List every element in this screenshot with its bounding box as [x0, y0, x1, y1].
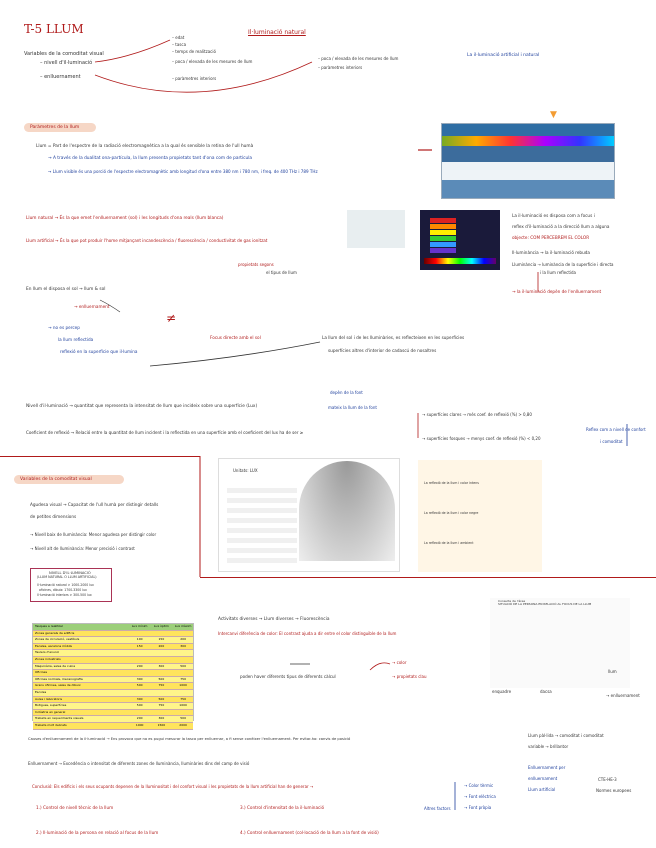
right-text: La llum del sol i de les lluminàries, es reflecteixen en les superfícies: [322, 335, 465, 340]
room-title: Consulta de l'àrea SITUACIÓ DE LA PERSONA EN RELACIÓ AL FOCUS DE LA LLUM: [498, 599, 592, 607]
table-cell: 300: [136, 696, 143, 701]
variables-label: Variables de la comoditat visual: [24, 51, 104, 57]
right-text: superfícies altres d'interior de cadascú de nosaltres: [328, 348, 437, 353]
right-label: → color: [392, 660, 407, 665]
room-label: llum: [608, 669, 617, 674]
table-cell: Aules i laboratoris: [35, 696, 63, 701]
top-heading: Il·luminació natural: [248, 29, 306, 36]
body-line: Conclusió: Els edificis i els seus ocupants depenen de la lluminositat i del confort visual i les propietats de la llum artificial han de generar →: [32, 784, 314, 789]
table-cell: 300: [158, 663, 165, 668]
table-cell: 2000: [179, 722, 187, 727]
table-cell: 500: [136, 703, 143, 708]
body-line: Llum natural → És la que emet l'enlluernament (sol) i les longituds d'ona reals (llum blanca): [26, 216, 224, 221]
table-cell: 150: [136, 643, 143, 648]
right-blue: i comoditat: [600, 439, 623, 444]
middle-note: Focus directe amb el sol: [210, 335, 261, 340]
body-line: → Nivell alt de lluminància: Menor precisió i contrast: [30, 546, 135, 551]
table-cell: 200: [158, 643, 165, 648]
right-box-line: enlluernament: [528, 776, 558, 781]
variable-item: – nivell d'il·luminació: [40, 60, 93, 66]
body-line: → Llum visible és una porció de l'espectre electromagnètic amb longitud d'ona entre 380 nm i 780 nm, i freq. de 400 THz i 789 THz: [48, 169, 318, 174]
table-cell: Indústria en general: [35, 709, 66, 714]
table-cell: Grans oficines, sales de dibuix: [35, 683, 81, 688]
factor: → Font elèctrica: [464, 794, 496, 799]
right-box-line: Llum pàl·lida → comoditat i comoditat: [528, 733, 604, 738]
right-box-line: Llum artificial: [528, 787, 556, 792]
body-line: Llum = Part de l'espectre de la radiació electromagnètica a la qual és sensible la retina de l'ull humà: [36, 144, 254, 149]
right-line: i la llum reflectida: [540, 270, 577, 275]
table-cell: Taulers d'anunci: [35, 650, 60, 655]
not-equal-icon: ≠: [166, 311, 177, 325]
table-cell: 500: [136, 683, 143, 688]
table-cell: 300: [158, 716, 165, 721]
body-line: → Nivell baix de lluminància: Menor agudesa per distingir color: [30, 532, 157, 537]
table-cell: 750: [180, 676, 186, 681]
right-label: → propietats clau: [392, 674, 427, 679]
body-line: de petites dimensions: [30, 514, 77, 519]
numbered-item: 4.) Control enlluernament (col·locació de la llum a la font de visió): [240, 830, 379, 835]
table-cell: 500: [180, 716, 186, 721]
table-cell: 750: [180, 696, 186, 701]
table-cell: Oficines: [35, 670, 48, 675]
factor: Altres factors: [424, 806, 451, 811]
right-blue: Reflex com a nivell de confort: [586, 427, 646, 432]
factor: → Font pròpia: [464, 805, 492, 810]
blue-note: La il·luminació artificial i natural: [467, 53, 540, 58]
table-cell: Zones de circulació, vestíbuls: [35, 637, 80, 642]
table-cell: 100: [136, 637, 143, 642]
body-line: Nivell d'il·luminació → quantitat que representa la intensitat de llum que incideix sobre una superfície (Lux): [26, 404, 258, 409]
right-line: Il·luminància → la il·luminació rebuda: [512, 250, 590, 255]
table-cell: Lux mínim: [131, 624, 148, 628]
right-box-line: variable → brillantor: [528, 744, 569, 749]
right-box-line: Enlluernament per: [528, 765, 566, 770]
table-cell: 1500: [157, 722, 166, 727]
table-cell: Botigues, superfícies: [35, 703, 67, 708]
page-title: T-5 LLUM: [24, 22, 84, 36]
variable-item: – enlluernament: [40, 74, 81, 80]
numbered-item: 3.) Control d'intensitat de la il·luminació: [240, 805, 325, 810]
section6-heading: Activitats diverses → Llum diverses → Fluorescència: [218, 617, 330, 622]
table-cell: Tasques a realitzar: [35, 624, 64, 628]
table-cell: 750: [158, 683, 165, 688]
box-title: NIVELL D'IL·LUMINACIÓ: [49, 571, 91, 575]
blue-note: depèn de la font: [330, 390, 363, 395]
table-cell: Oficines normals, mecanografia: [35, 676, 83, 681]
section-heading: Variables de la comoditat visual: [20, 477, 92, 482]
left-note: → enlluernament: [74, 304, 110, 309]
table-cell: 300: [180, 643, 186, 648]
box-row: oficines, dibuix: 1700-3300 lux: [39, 588, 87, 592]
table-cell: 300: [136, 676, 143, 681]
formula-note: poden haver diferents tipus de diferents càlcul: [240, 674, 336, 679]
factor: → Color tèrmic: [464, 783, 494, 788]
right-box-line: Normes europees: [596, 788, 632, 793]
box-row: Il·luminació natural > 1000-2000 lux: [37, 583, 94, 587]
right-item: → superfícies clares → més coef. de reflexió (%) > 0,80: [422, 412, 532, 417]
section-heading: Paràmetres de la llum: [30, 125, 80, 130]
table-cell: Lux òptim: [153, 624, 169, 628]
left-note: reflexió en la superfície que il·lumina: [60, 349, 138, 354]
table-cell: Treballs molt delicats: [35, 722, 67, 727]
body-line: Agudesa visual → Capacitat de l'ull humà per distingir detalls: [30, 502, 159, 507]
right-item: → superfícies fosques → menys coef. de reflexió (%) < 0,20: [422, 436, 541, 441]
panel-label: La reflexió de la llum i color intens: [424, 481, 479, 485]
numbered-item: 1.) Control de nivell tècnic de la llum: [36, 805, 114, 810]
table-cell: Escoles: [35, 689, 47, 694]
body-line: Llum artificial → És la que pot produir l'home mitjançant incandescència / fluorescència / conductivitat de gas ionitzat: [26, 238, 268, 243]
table-cell: Treballs en requeriments visuals: [35, 716, 84, 721]
body-line: Enlluernament → Excedència o intensitat de diferents zones de lluminància, lluminàries dins del camp de visió: [28, 761, 250, 766]
right-box-line: CTE-HE-3: [598, 777, 617, 782]
table-cell: Lux màxim: [174, 624, 192, 628]
right-line: Lluminància → luminància de la superfície i directa: [512, 262, 614, 267]
room-label: → enlluernament: [606, 693, 640, 698]
box-subtitle: (LLUM NATURAL O LLUM ARTIFICIAL): [37, 575, 97, 579]
table-cell: 200: [180, 637, 186, 642]
bracket-note: propietats segons: [238, 262, 274, 267]
body-line: → A través de la dualitat ona-partícula, la llum presenta propietats tant d'ona com de partícula: [48, 156, 253, 161]
arrow-down-icon: ▼: [550, 110, 557, 120]
sub-item: – edat: [172, 35, 185, 40]
section3-label: En llum el disposa el sol → llum & sol: [26, 287, 106, 292]
table-cell: 200: [136, 716, 143, 721]
right-line: objecte: COM PERCEBREM EL COLOR: [512, 235, 590, 240]
right-line: → la il·luminació depèn de l'enlluernament: [512, 289, 602, 294]
blue-note: mateix la llum de la font: [328, 405, 377, 410]
table-cell: 500: [158, 676, 165, 681]
table-cell: 500: [158, 696, 165, 701]
table-cell: 1000: [179, 683, 187, 688]
room-label: enquadre: [492, 689, 512, 694]
sub-item: – tasca: [172, 42, 187, 47]
panel-label: La reflexió de la llum i ambient: [424, 541, 474, 545]
table-cell: 1000: [135, 722, 144, 727]
right-line: La il·luminació es disposa com a focus i: [512, 213, 595, 218]
room-label: dacsa: [540, 689, 552, 694]
body-line: Causes d'enlluernament de la il·luminació → Ens provoca que no es pugui mesurar la tasca per enlluernar, a fi sense conèixer l'enlluernament. Per evitar-ho: canvis de posició: [28, 737, 351, 741]
table-cell: 750: [158, 703, 165, 708]
section6-sub: Intercanvi diferència de color: El contrast ajuda a dir entre el color distinguible de la llum: [218, 631, 397, 636]
table-cell: Escales, escalons mòbils: [35, 643, 72, 648]
right-item: – paràmetres interiors: [318, 65, 363, 70]
box-row: Il·luminació interiors > 300-500 lux: [37, 593, 92, 597]
right-item: – poca / elevada de les mesures de llum: [318, 56, 399, 61]
table-cell: 500: [180, 663, 186, 668]
table-cell: 1000: [179, 703, 187, 708]
table-cell: Zones industrials: [35, 656, 61, 661]
right-line: reflex d'il·luminació a la direcció llum a alguna: [512, 224, 610, 229]
bracket-note: el tipus de llum: [266, 270, 297, 275]
numbered-item: 2.) Il·luminació de la persona en relació al focus de la llum: [36, 830, 159, 835]
left-note: → no es percep: [48, 325, 80, 330]
panel-label: La reflexió de la llum i color negre: [424, 511, 479, 515]
lux-chart-title: Unitats: LUX: [233, 468, 258, 473]
table-cell: 150: [158, 637, 165, 642]
table-cell: Maquinària, sales de cuina: [35, 663, 76, 668]
table-cell: 200: [136, 663, 143, 668]
body-line: Coeficient de reflexió → Relació entre la quantitat de llum incident i la reflectida en una superfície amb el coeficient del lux ha de ser ≥: [26, 430, 304, 435]
sub-item: – paràmetres interiors: [172, 76, 217, 81]
left-note: la llum reflectida: [58, 337, 94, 342]
sub-item: – temps de realització: [172, 49, 216, 54]
table-cell: Zones generals de edificis: [35, 630, 75, 635]
sub-item: – poca / elevada de les mesures de llum: [172, 59, 253, 64]
